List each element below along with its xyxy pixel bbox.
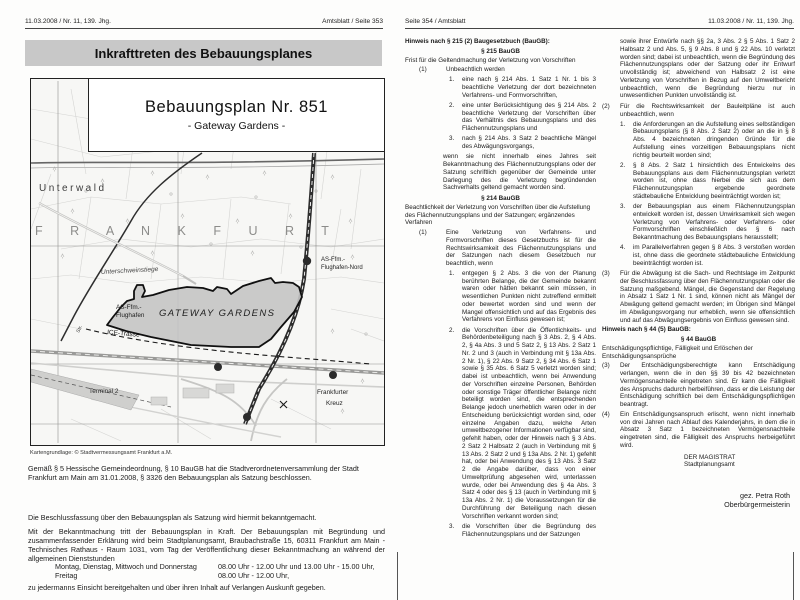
page-fold-mark bbox=[397, 552, 398, 600]
legal-column-1 bbox=[405, 38, 596, 541]
paragraph-number: (1) bbox=[419, 229, 427, 236]
paragraph-44-3 bbox=[602, 362, 795, 409]
map-label-unterschweinstiege: Unterschweinstiege bbox=[100, 265, 159, 276]
paragraph-number: (3) bbox=[602, 270, 610, 277]
list-item bbox=[449, 523, 596, 539]
paragraph-number: (2) bbox=[602, 103, 610, 110]
right-header-page: Seite 354 / Amtsblatt bbox=[405, 18, 466, 25]
item-text: die Vorschriften über die Begründung des Flächennutzungsplans und der Satzungen bbox=[462, 522, 596, 538]
paragraph-continuation: wenn sie nicht innerhalb eines Jahres seit Bekanntmachung des Flächennutzungsplans oder der Satzung schriftlich gegenüber der Gemeinde unter Darlegung des die Verletzung begründenden Sachverhalts geltend gemacht worden sind. bbox=[443, 153, 596, 192]
closing-paragraph: zu jedermanns Einsicht bereitgehalten und über ihren Inhalt auf Verlangen Auskunft gegeben. bbox=[28, 583, 326, 592]
hours-days: Montag, Dienstag, Mittwoch und Donnerstag bbox=[55, 562, 197, 571]
map-label-str: Str. bbox=[75, 324, 85, 334]
section-44-subtitle: Entschädigungspflichtige, Fälligkeit und Erlöschen der Entschädigungsansprüche bbox=[602, 344, 753, 360]
list-item bbox=[620, 203, 795, 242]
map-label-frankfurter: Frankfurter bbox=[317, 389, 349, 396]
plan-map-figure bbox=[30, 78, 385, 446]
list-item bbox=[620, 162, 795, 201]
signature-role: Oberbürgermeisterin bbox=[724, 500, 790, 509]
paragraph-text: Ein Entschädigungsanspruch erlischt, wenn nicht innerhalb von drei Jahren nach Ablauf des Kalenderjahrs, in dem die in Absatz 3 Satz 1 bezeichneten Vermögensnachteile eingetreten sind, die Fälligkeit des Anspruchs herbeigeführt wird. bbox=[620, 410, 795, 449]
left-header-page: Amtsblatt / Seite 353 bbox=[322, 18, 383, 25]
item-number: 2. bbox=[449, 326, 455, 334]
section-215-subtitle: Frist für die Geltendmachung der Verletzung von Vorschriften bbox=[405, 56, 576, 64]
announcement-paragraph: Die Beschlussfassung über den Bebauungsplan als Satzung wird hiermit bekanntgemacht. bbox=[28, 513, 317, 522]
item-text: die Vorschriften über die Öffentlichkeits- und Behördenbeteiligung nach § 3 Abs. 2, § 4 Abs. 2, § 4a Abs. 3 und 5 Satz 2, § 13 Abs. 2 Satz 1 Nr. 2 und 3 (auch in Verbindung mit § 13a Abs. 2 Nr. 1), § 22 Abs. 9 Satz 2, § 34 Abs. 6 Satz 1 sowie § 35 Abs. 6 Satz 5 verletzt worden sind; dabei ist unbeachtlich, wenn bei Anwendung der Vorschriften einzelne Personen, Behörden oder sonstige Träger öffentlicher Belange nicht beteiligt worden sind, die entsprechenden Belange jedoch unerheblich waren oder in der Entscheidung berücksichtigt worden sind, oder einzelne Angaben dazu, welche Arten umweltbezogener Informationen verfügbar sind, gefehlt haben, oder der Hinweis nach § 3 Abs. 2 Satz 2 Halbsatz 2 (auch in Verbindung mit § 13 Abs. 2 Satz 2 und § 13a Abs. 2 Nr. 1) gefehlt hat, oder bei Anwendung des § 13 Abs. 3 Satz 2 die Angabe darüber, dass von einer Umweltprüfung abgesehen wird, unterlassen wurde, oder bei Anwendung des § 4a Abs. 3 Satz 4 oder des § 13 (auch in Verbindung mit § 13a Abs. 2 Nr. 1) die Voraussetzungen für die Durchführung der Beteiligung nach diesen Vorschriften verkannt worden sind; bbox=[462, 326, 596, 520]
item-number: 2. bbox=[620, 161, 626, 169]
section-44-heading: § 44 BauGB bbox=[680, 336, 717, 343]
list-item bbox=[449, 102, 596, 133]
list-item bbox=[449, 76, 596, 99]
map-label-gateway-gardens: GATEWAY GARDENS bbox=[159, 308, 276, 319]
left-page-header bbox=[25, 18, 383, 29]
map-label-as-nord-2: Flughafen-Nord bbox=[321, 265, 363, 271]
item-number: 3. bbox=[620, 203, 626, 210]
paragraph-number: (1) bbox=[419, 66, 427, 74]
item-number: 1. bbox=[449, 269, 455, 277]
paragraph-text: Eine Verletzung von Verfahrens- und Formvorschriften dieses Gesetzbuchs ist für die Rechtswirksamkeit des Flächennutzungsplans und der Satzungen nach diesem Gesetzbuch nur beachtlich, wenn bbox=[446, 229, 596, 267]
item-text: im Parallelverfahren gegen § 8 Abs. 3 verstoßen worden ist, ohne dass die geordnete städtebauliche Entwicklung beeinträchtigt worden ist. bbox=[633, 244, 795, 267]
item-text: nach § 214 Abs. 3 Satz 2 beachtliche Mängel des Abwägungsvorgangs, bbox=[462, 135, 596, 150]
map-title-box bbox=[88, 79, 384, 152]
item-text: § 8 Abs. 2 Satz 1 hinsichtlich des Entwickelns des Bebauungsplans aus dem Flächennutzungsplan verletzt worden ist, ohne dass hierbei die sich aus dem Flächennutzungsplan ergebende geordnete städtebauliche Entwicklung beeinträchtigt worden ist; bbox=[633, 161, 795, 200]
map-label-unterwald: Unterwald bbox=[39, 183, 107, 194]
paragraph-text: Der Entschädigungsberechtigte kann Entschädigung verlangen, wenn die in den §§ 39 bis 42 bezeichneten Vermögensnachteile eingetreten sind. Er kann die Fälligkeit des Anspruchs dadurch herbeiführen, dass er die Leistung der Entschädigung schriftlich bei dem Entschädigungspflichtigen beantragt. bbox=[620, 362, 795, 408]
opening-hours bbox=[55, 562, 385, 580]
map-label-as-flughafen-1: AS-Ffm.- bbox=[116, 304, 142, 311]
map-label-as-flughafen-2: Flughafen bbox=[116, 312, 145, 319]
map-subtitle: - Gateway Gardens - bbox=[187, 120, 286, 132]
map-label-frankfurt: F R A N K F U R T bbox=[35, 224, 341, 238]
item-number: 1. bbox=[449, 76, 455, 83]
paragraph-44-4 bbox=[602, 411, 795, 450]
inspection-paragraph: Mit der Bekanntmachung tritt der Bebauungsplan in Kraft. Der Bebauungsplan mit Begründung und zusammenfassender Erklärung wird beim Stadtplanungsamt, Braubachstraße 15, 60311 Frankfurt am Main - Technisches Rathaus - Raum 1031, vom Tag der Veröffentlichung dieser Bekanntmachung an während der allgemeinen Dienststunden bbox=[28, 527, 385, 563]
junction-x-mark bbox=[280, 401, 287, 408]
item-text: eine nach § 214 Abs. 1 Satz 1 Nr. 1 bis 3 beachtliche Verletzung der dort bezeichneten Verfahrens- und Formvorschriften, bbox=[462, 76, 596, 99]
paragraph-continuation: sowie ihrer Entwürfe nach §§ 2a, 3 Abs. 2 § 5 Abs. 1 Satz 2 Halbsatz 2 und Abs. 5, § 9 Abs. 8 und § 22 Abs. 10 verletzt worden sind; dabei ist unbeachtlich, wenn die Begründung des Flächennutzungsplans oder der Satzung oder ihr Entwurf unvollständig ist; abweichend von Halbsatz 2 ist eine Verletzung von Vorschriften in Bezug auf den Umweltbericht unbeachtlich, wenn die Begründung hierzu nur in unwesentlichen Punkten unvollständig ist. bbox=[620, 38, 795, 100]
magistrat-signature bbox=[684, 454, 795, 470]
map-label-ice-trasse: ICE-Trasse bbox=[106, 329, 140, 339]
right-header-date: 11.03.2008 / Nr. 11, 139. Jhg. bbox=[708, 18, 794, 25]
item-text: die Anforderungen an die Aufstellung eines selbständigen Bebauungsplans (§ 8 Abs. 2 Satz 2) oder an die in § 8 Abs. 4 bezeichneten dringenden Gründe für die Aufstellung eines vorzeitigen Bebauungsplans nicht richtig beurteilt worden sind; bbox=[633, 120, 795, 159]
paragraph-text: Für die Abwägung ist die Sach- und Rechtslage im Zeitpunkt der Beschlussfassung über den Flächennutzungsplan oder die Satzung maßgebend. Mängel, die Gegenstand der Regelung in Absatz 1 Satz 1 Nr. 1 sind, können nicht als Mängel der Abwägung geltend gemacht werden; im Übrigen sind Mängel im Abwägungsvorgang nur erheblich, wenn sie offensichtlich und auf das Abwägungsergebnis von Einfluss gewesen sind. bbox=[620, 270, 795, 324]
article-title: Inkrafttreten des Bebauungsplanes bbox=[94, 45, 313, 61]
paragraph-214-2 bbox=[602, 103, 795, 119]
signature-block bbox=[724, 491, 790, 509]
hours-time: 08.00 Uhr - 12.00 Uhr und 13.00 Uhr - 15.00 Uhr, bbox=[218, 562, 375, 571]
page-edge-mark bbox=[793, 552, 794, 600]
article-title-bar bbox=[25, 40, 382, 66]
map-label-kreuz: Kreuz bbox=[326, 400, 343, 407]
paragraph-214-3 bbox=[602, 270, 795, 324]
section-214-subtitle: Beachtlichkeit der Verletzung von Vorschriften über die Aufstellung des Flächennutzungsplans und der Satzungen; ergänzendes Verfahren bbox=[405, 203, 591, 227]
map-label-as-nord-1: AS-Ffm.- bbox=[321, 257, 345, 263]
paragraph-number: (4) bbox=[602, 410, 610, 418]
legal-column-2 bbox=[602, 38, 795, 469]
hours-time: 08.00 Uhr - 12.00 Uhr, bbox=[218, 571, 290, 580]
paragraph-text: Für die Rechtswirksamkeit der Bauleitpläne ist auch unbeachtlich, wenn bbox=[620, 103, 795, 118]
signature-name: gez. Petra Roth bbox=[740, 491, 790, 500]
item-text: entgegen § 2 Abs. 3 die von der Planung berührten Belange, die der Gemeinde bekannt waren oder hätten bekannt sein müssen, in wesentlichen Punkten nicht zutreffend ermittelt oder bewertet worden sind und wenn der Mangel offensichtlich und auf das Ergebnis des Verfahrens von Einfluss gewesen ist; bbox=[462, 269, 596, 324]
item-text: eine unter Berücksichtigung des § 214 Abs. 2 beachtliche Verletzung der Vorschriften über das Verhältnis des Bebauungsplans und des Flächennutzungsplans und bbox=[462, 101, 596, 132]
map-label-terminal2: Terminal 2 bbox=[89, 388, 119, 395]
item-number: 3. bbox=[449, 135, 455, 143]
list-item bbox=[620, 121, 795, 160]
notice-44-heading: Hinweis nach § 44 (5) BauGB: bbox=[602, 326, 691, 334]
magistrat-line2: Stadtplanungsamt bbox=[684, 461, 735, 469]
list-item bbox=[449, 270, 596, 324]
item-number: 1. bbox=[620, 120, 626, 128]
notice-215-heading: Hinweis nach § 215 (2) Baugesetzbuch (BauGB): bbox=[405, 38, 550, 45]
section-215-heading: § 215 BauGB bbox=[481, 47, 520, 55]
list-item bbox=[449, 327, 596, 521]
section-214-heading: § 214 BauGB bbox=[481, 195, 520, 202]
resolution-paragraph: Gemäß § 5 Hessische Gemeindeordnung, § 10 BauGB hat die Stadtverordnetenversammlung der Stadt Frankfurt am Main am 31.01.2008, § 3326 den Bebauungsplan als Satzung beschlossen. bbox=[28, 464, 359, 482]
left-header-date: 11.03.2008 / Nr. 11, 139. Jhg. bbox=[25, 18, 111, 25]
magistrat-line1: DER MAGISTRAT bbox=[684, 453, 736, 461]
list-item bbox=[620, 244, 795, 267]
item-number: 4. bbox=[620, 244, 626, 252]
map-caption: Kartengrundlage: © Stadtvermessungsamt Frankfurt a.M. bbox=[30, 450, 173, 456]
item-number: 3. bbox=[449, 522, 455, 530]
map-title: Bebauungsplan Nr. 851 bbox=[145, 98, 328, 116]
paragraph-215-1 bbox=[405, 66, 596, 74]
list-item bbox=[449, 135, 596, 151]
hours-days: Freitag bbox=[55, 571, 78, 580]
paragraph-214-1 bbox=[405, 229, 596, 268]
item-number: 2. bbox=[449, 101, 455, 109]
paragraph-number: (3) bbox=[602, 362, 610, 370]
opening-hours-row bbox=[55, 571, 385, 580]
opening-hours-row bbox=[55, 562, 385, 571]
item-text: der Bebauungsplan aus einem Flächennutzungsplan entwickelt worden ist, dessen Unwirksamkeit sich wegen Verletzung von Verfahrens- oder Verfahrens- oder Formvorschriften einschließlich des § 6 nach Bekanntmachung des Bebauungsplans herausstellt; bbox=[633, 203, 795, 241]
paragraph-text: Unbeachtlich werden bbox=[446, 66, 505, 74]
right-page-header bbox=[405, 18, 794, 29]
